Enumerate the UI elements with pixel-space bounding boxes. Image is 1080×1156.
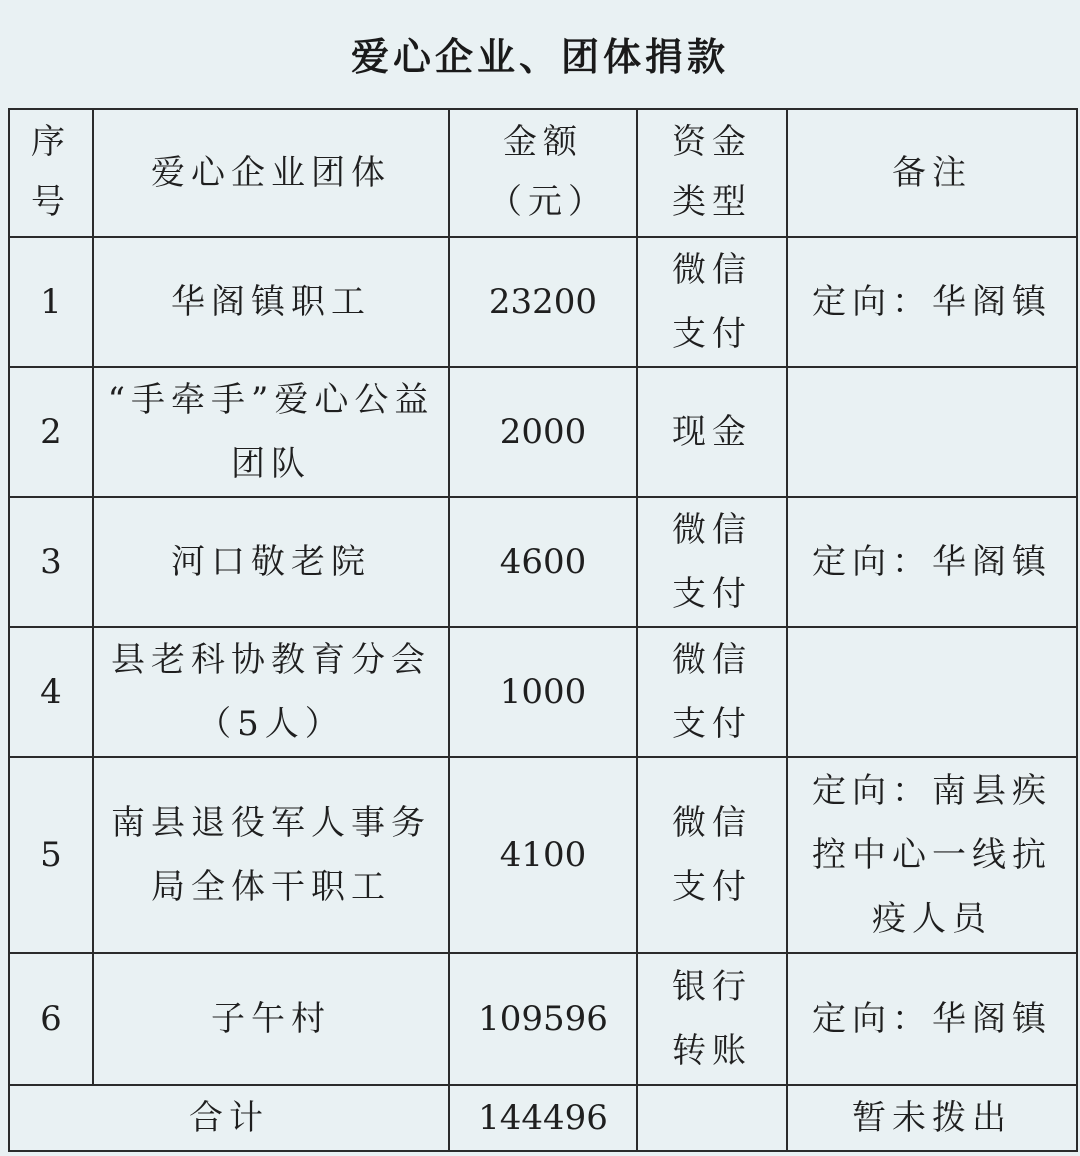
header-seq: 序号 [9, 109, 93, 237]
header-org: 爱心企业团体 [93, 109, 449, 237]
page-title: 爱心企业、团体捐款 [350, 35, 729, 79]
cell-amount: 2000 [449, 367, 637, 497]
cell-org: 河口敬老院 [93, 497, 449, 627]
cell-org: 县老科协教育分会（5人） [93, 627, 449, 757]
cell-seq: 3 [9, 497, 93, 627]
cell-remark: 定向：华阁镇 [787, 237, 1077, 367]
cell-org: 子午村 [93, 953, 449, 1085]
header-fund-type: 资金类型 [637, 109, 787, 237]
cell-fund-type: 微信支付 [637, 237, 787, 367]
cell-seq: 4 [9, 627, 93, 757]
cell-amount: 4600 [449, 497, 637, 627]
total-fund-type [637, 1085, 787, 1151]
table-row [9, 757, 1077, 953]
cell-amount: 1000 [449, 627, 637, 757]
total-amount: 144496 [449, 1085, 637, 1151]
donation-table [8, 108, 1078, 1152]
cell-remark: 定向：华阁镇 [787, 497, 1077, 627]
table-row [9, 497, 1077, 627]
table-row [9, 367, 1077, 497]
table-header-row [9, 109, 1077, 237]
cell-remark [787, 627, 1077, 757]
table-row [9, 953, 1077, 1085]
cell-fund-type: 微信支付 [637, 627, 787, 757]
table-row [9, 627, 1077, 757]
cell-fund-type: 现金 [637, 367, 787, 497]
cell-amount: 109596 [449, 953, 637, 1085]
cell-remark [787, 367, 1077, 497]
header-remark: 备注 [787, 109, 1077, 237]
cell-seq: 6 [9, 953, 93, 1085]
cell-seq: 5 [9, 757, 93, 953]
header-amount: 金额（元） [449, 109, 637, 237]
cell-amount: 23200 [449, 237, 637, 367]
cell-fund-type: 微信支付 [637, 497, 787, 627]
cell-fund-type: 银行转账 [637, 953, 787, 1085]
cell-remark: 定向：南县疾控中心一线抗疫人员 [787, 757, 1077, 953]
cell-seq: 1 [9, 237, 93, 367]
cell-remark: 定向：华阁镇 [787, 953, 1077, 1085]
cell-seq: 2 [9, 367, 93, 497]
cell-org: 南县退役军人事务局全体干职工 [93, 757, 449, 953]
table-total-row [9, 1085, 1077, 1151]
table-row [9, 237, 1077, 367]
cell-org: 华阁镇职工 [93, 237, 449, 367]
cell-fund-type: 微信支付 [637, 757, 787, 953]
cell-amount: 4100 [449, 757, 637, 953]
total-remark: 暂未拨出 [787, 1085, 1077, 1151]
total-label: 合计 [9, 1085, 449, 1151]
cell-org: “手牵手”爱心公益团队 [93, 367, 449, 497]
